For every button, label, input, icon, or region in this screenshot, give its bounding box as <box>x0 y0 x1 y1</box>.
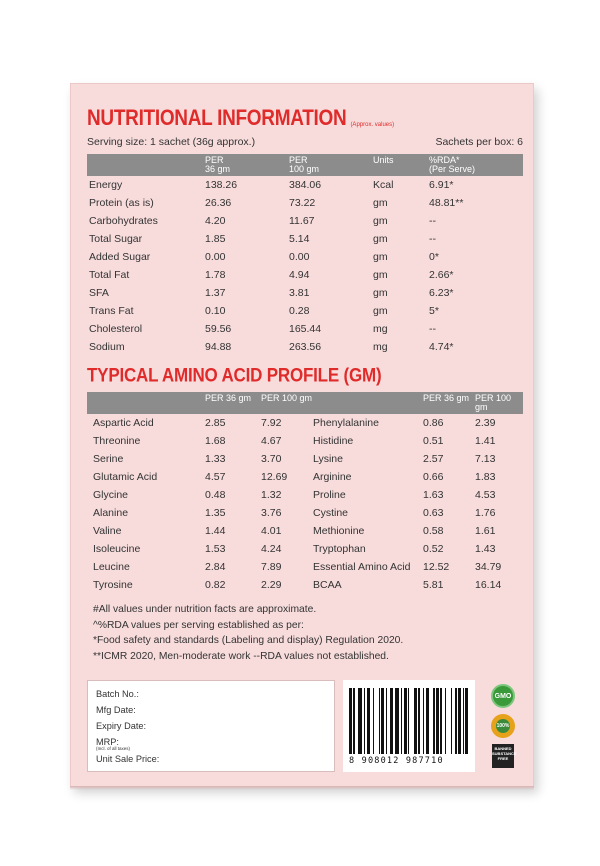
amino-name: Glycine <box>93 489 129 501</box>
header-units: Units <box>373 155 394 165</box>
nutrition-table-header <box>87 154 523 176</box>
amino-per36: 2.57 <box>423 453 444 465</box>
amino-per100: 1.43 <box>475 543 496 555</box>
amino-per100: 16.14 <box>475 579 502 591</box>
nutrient-rda: 6.91* <box>429 179 454 191</box>
amino-name: Cystine <box>313 507 349 519</box>
amino-name: Lysine <box>313 453 343 465</box>
nutrient-per100: 165.44 <box>289 323 322 335</box>
box-shadow-edge <box>70 786 534 790</box>
nutrient-per100: 384.06 <box>289 179 322 191</box>
nutrient-rda: -- <box>429 215 436 227</box>
amino-per100: 7.92 <box>261 417 282 429</box>
footnote: #All values under nutrition facts are approximate. <box>93 604 317 615</box>
header-per100: PER 100 gm <box>261 393 313 403</box>
table-row <box>87 486 523 504</box>
amino-name: Essential Amino Acid <box>313 561 411 573</box>
gmo-badge-icon: GMO <box>491 684 515 708</box>
amino-per100: 1.61 <box>475 525 496 537</box>
nutrient-per100: 3.81 <box>289 287 310 299</box>
nutrient-per36: 0.10 <box>205 305 226 317</box>
amino-per36: 0.52 <box>423 543 444 555</box>
nutrient-unit: gm <box>373 287 388 299</box>
amino-title-row <box>87 364 523 388</box>
table-row <box>87 432 523 450</box>
nutrient-name: SFA <box>89 287 109 299</box>
amino-name: Methionine <box>313 525 365 537</box>
amino-name: Isoleucine <box>93 543 141 555</box>
amino-per36: 1.44 <box>205 525 226 537</box>
certification-badges <box>483 680 523 772</box>
nutrient-rda: 2.66* <box>429 269 454 281</box>
nutrient-per100: 5.14 <box>289 233 310 245</box>
amino-per36: 1.53 <box>205 543 226 555</box>
nutrient-per36: 1.78 <box>205 269 226 281</box>
header-blank <box>87 394 205 414</box>
amino-name: Arginine <box>313 471 352 483</box>
footnote: ^%RDA values per serving established as per: <box>93 619 304 631</box>
header-blank <box>313 394 423 414</box>
amino-name: Valine <box>93 525 122 537</box>
header-per36: PER 36 gm <box>205 393 252 403</box>
amino-per100: 3.70 <box>261 453 282 465</box>
amino-name: BCAA <box>313 579 342 591</box>
quality-seal-icon: 100% <box>491 714 515 738</box>
amino-per36: 1.35 <box>205 507 226 519</box>
nutrient-name: Cholesterol <box>89 323 143 335</box>
amino-table-body <box>87 414 523 594</box>
amino-name: Alanine <box>93 507 129 519</box>
mfg-field: Mfg Date: <box>96 705 136 715</box>
serving-size: Serving size: 1 sachet (36g approx.) <box>87 136 256 148</box>
table-row <box>87 248 523 266</box>
nutrient-name: Trans Fat <box>89 305 134 317</box>
nutrient-rda: 48.81** <box>429 197 464 209</box>
table-row <box>87 522 523 540</box>
amino-per100: 7.13 <box>475 453 496 465</box>
amino-name: Tryptophan <box>313 543 366 555</box>
amino-per100: 34.79 <box>475 561 502 573</box>
amino-per36: 0.86 <box>423 417 444 429</box>
header-per36: PER 36 gm <box>423 393 470 403</box>
amino-per36: 5.81 <box>423 579 444 591</box>
nutrient-unit: gm <box>373 251 388 263</box>
label-content <box>87 106 523 664</box>
table-row <box>87 468 523 486</box>
table-row <box>87 266 523 284</box>
amino-title: TYPICAL AMINO ACID PROFILE (GM) <box>87 364 382 387</box>
nutrient-unit: gm <box>373 305 388 317</box>
amino-per36: 1.68 <box>205 435 226 447</box>
table-row <box>87 284 523 302</box>
table-row <box>87 338 523 356</box>
nutrient-rda: -- <box>429 233 436 245</box>
nutrient-rda: 5* <box>429 305 439 317</box>
nutrient-unit: gm <box>373 215 388 227</box>
nutrient-name: Carbohydrates <box>89 215 158 227</box>
nutrient-rda: 0* <box>429 251 439 263</box>
amino-per36: 0.48 <box>205 489 226 501</box>
nutrient-unit: gm <box>373 269 388 281</box>
amino-per36: 0.82 <box>205 579 226 591</box>
nutrition-title-row <box>87 106 523 132</box>
nutrient-per100: 4.94 <box>289 269 310 281</box>
footnote: *Food safety and standards (Labeling and display) Regulation 2020. <box>93 635 404 646</box>
amino-per100: 2.39 <box>475 417 496 429</box>
amino-per100: 3.76 <box>261 507 282 519</box>
nutrient-per100: 11.67 <box>289 215 315 227</box>
nutrient-rda: 6.23* <box>429 287 454 299</box>
mrp-field: MRP: <box>96 737 119 747</box>
nutrient-per36: 1.85 <box>205 233 226 245</box>
barcode-bar <box>465 688 468 754</box>
table-row <box>87 176 523 194</box>
nutrient-unit: gm <box>373 233 388 245</box>
nutrient-per36: 0.00 <box>205 251 226 263</box>
table-row <box>87 504 523 522</box>
nutrition-title: NUTRITIONAL INFORMATION <box>87 106 347 131</box>
amino-name: Histidine <box>313 435 354 447</box>
nutrient-name: Energy <box>89 179 123 191</box>
nutrient-rda: -- <box>429 323 436 335</box>
table-row <box>87 414 523 432</box>
amino-per36: 0.58 <box>423 525 444 537</box>
amino-name: Proline <box>313 489 346 501</box>
header-per36: PER 36 gm <box>205 155 231 174</box>
product-box-back <box>70 83 534 787</box>
nutrient-name: Total Sugar <box>89 233 143 245</box>
unit-price-field: Unit Sale Price: <box>96 754 160 764</box>
header-blank <box>87 156 205 176</box>
nutrition-title-note: (Approx. values) <box>350 122 395 128</box>
nutrient-per36: 1.37 <box>205 287 226 299</box>
amino-per100: 12.69 <box>261 471 288 483</box>
sachets-per-box: Sachets per box: 6 <box>435 136 523 148</box>
amino-per36: 0.51 <box>423 435 444 447</box>
amino-per100: 1.76 <box>475 507 496 519</box>
nutrient-per100: 0.28 <box>289 305 310 317</box>
batch-info-box <box>87 680 335 772</box>
nutrient-unit: Kcal <box>373 179 394 191</box>
nutrient-per100: 73.22 <box>289 197 316 209</box>
table-row <box>87 194 523 212</box>
nutrient-per36: 4.20 <box>205 215 226 227</box>
nutrient-unit: mg <box>373 323 388 335</box>
amino-per100: 4.67 <box>261 435 282 447</box>
amino-per36: 0.66 <box>423 471 444 483</box>
nutrient-name: Protein (as is) <box>89 197 154 209</box>
table-row <box>87 302 523 320</box>
amino-per100: 1.83 <box>475 471 496 483</box>
amino-per36: 2.84 <box>205 561 226 573</box>
amino-per100: 7.89 <box>261 561 282 573</box>
amino-per100: 1.32 <box>261 489 282 501</box>
nutrient-name: Added Sugar <box>89 251 151 263</box>
amino-name: Leucine <box>93 561 130 573</box>
banned-substance-free-icon: BANNED SUBSTANCE FREE <box>492 744 514 768</box>
serving-row <box>87 136 523 150</box>
nutrient-name: Total Fat <box>89 269 130 281</box>
amino-per36: 1.33 <box>205 453 226 465</box>
bottom-panel <box>87 680 523 772</box>
amino-per100: 1.41 <box>475 435 496 447</box>
nutrient-per100: 0.00 <box>289 251 310 263</box>
amino-per36: 12.52 <box>423 561 450 573</box>
table-row <box>87 540 523 558</box>
nutrient-rda: 4.74* <box>429 341 454 353</box>
header-rda: %RDA* (Per Serve) <box>429 155 476 174</box>
nutrient-per36: 94.88 <box>205 341 232 353</box>
amino-per100: 4.53 <box>475 489 496 501</box>
amino-name: Serine <box>93 453 124 465</box>
nutrient-per100: 263.56 <box>289 341 322 353</box>
amino-per100: 4.24 <box>261 543 282 555</box>
footnote: **ICMR 2020, Men-moderate work --RDA values not established. <box>93 650 389 662</box>
amino-per36: 4.57 <box>205 471 226 483</box>
amino-per100: 4.01 <box>261 525 282 537</box>
barcode-bars <box>349 688 469 754</box>
nutrient-per36: 138.26 <box>205 179 238 191</box>
nutrient-per36: 59.56 <box>205 323 232 335</box>
amino-table-header <box>87 392 523 414</box>
table-row <box>87 320 523 338</box>
header-per100: PER 100 gm <box>289 155 320 174</box>
nutrient-name: Sodium <box>89 341 125 353</box>
barcode-digits: 8 908012 987710 <box>349 756 444 766</box>
barcode <box>343 680 475 772</box>
table-row <box>87 212 523 230</box>
amino-per36: 0.63 <box>423 507 444 519</box>
amino-name: Glutamic Acid <box>93 471 158 483</box>
mrp-note: (Incl. of all taxes) <box>96 746 131 751</box>
nutrient-unit: mg <box>373 341 388 353</box>
amino-name: Tyrosine <box>93 579 133 591</box>
table-row <box>87 230 523 248</box>
amino-per100: 2.29 <box>261 579 282 591</box>
amino-name: Threonine <box>93 435 141 447</box>
amino-name: Phenylalanine <box>313 417 379 429</box>
nutrient-per36: 26.36 <box>205 197 232 209</box>
amino-name: Aspartic Acid <box>93 417 154 429</box>
batch-field: Batch No.: <box>96 689 139 699</box>
header-per100: PER 100 gm <box>475 393 512 412</box>
table-row <box>87 450 523 468</box>
amino-per36: 2.85 <box>205 417 226 429</box>
table-row <box>87 576 523 594</box>
table-row <box>87 558 523 576</box>
nutrition-table-body <box>87 176 523 356</box>
nutrient-unit: gm <box>373 197 388 209</box>
expiry-field: Expiry Date: <box>96 721 147 731</box>
amino-per36: 1.63 <box>423 489 444 501</box>
footnotes <box>87 602 523 664</box>
